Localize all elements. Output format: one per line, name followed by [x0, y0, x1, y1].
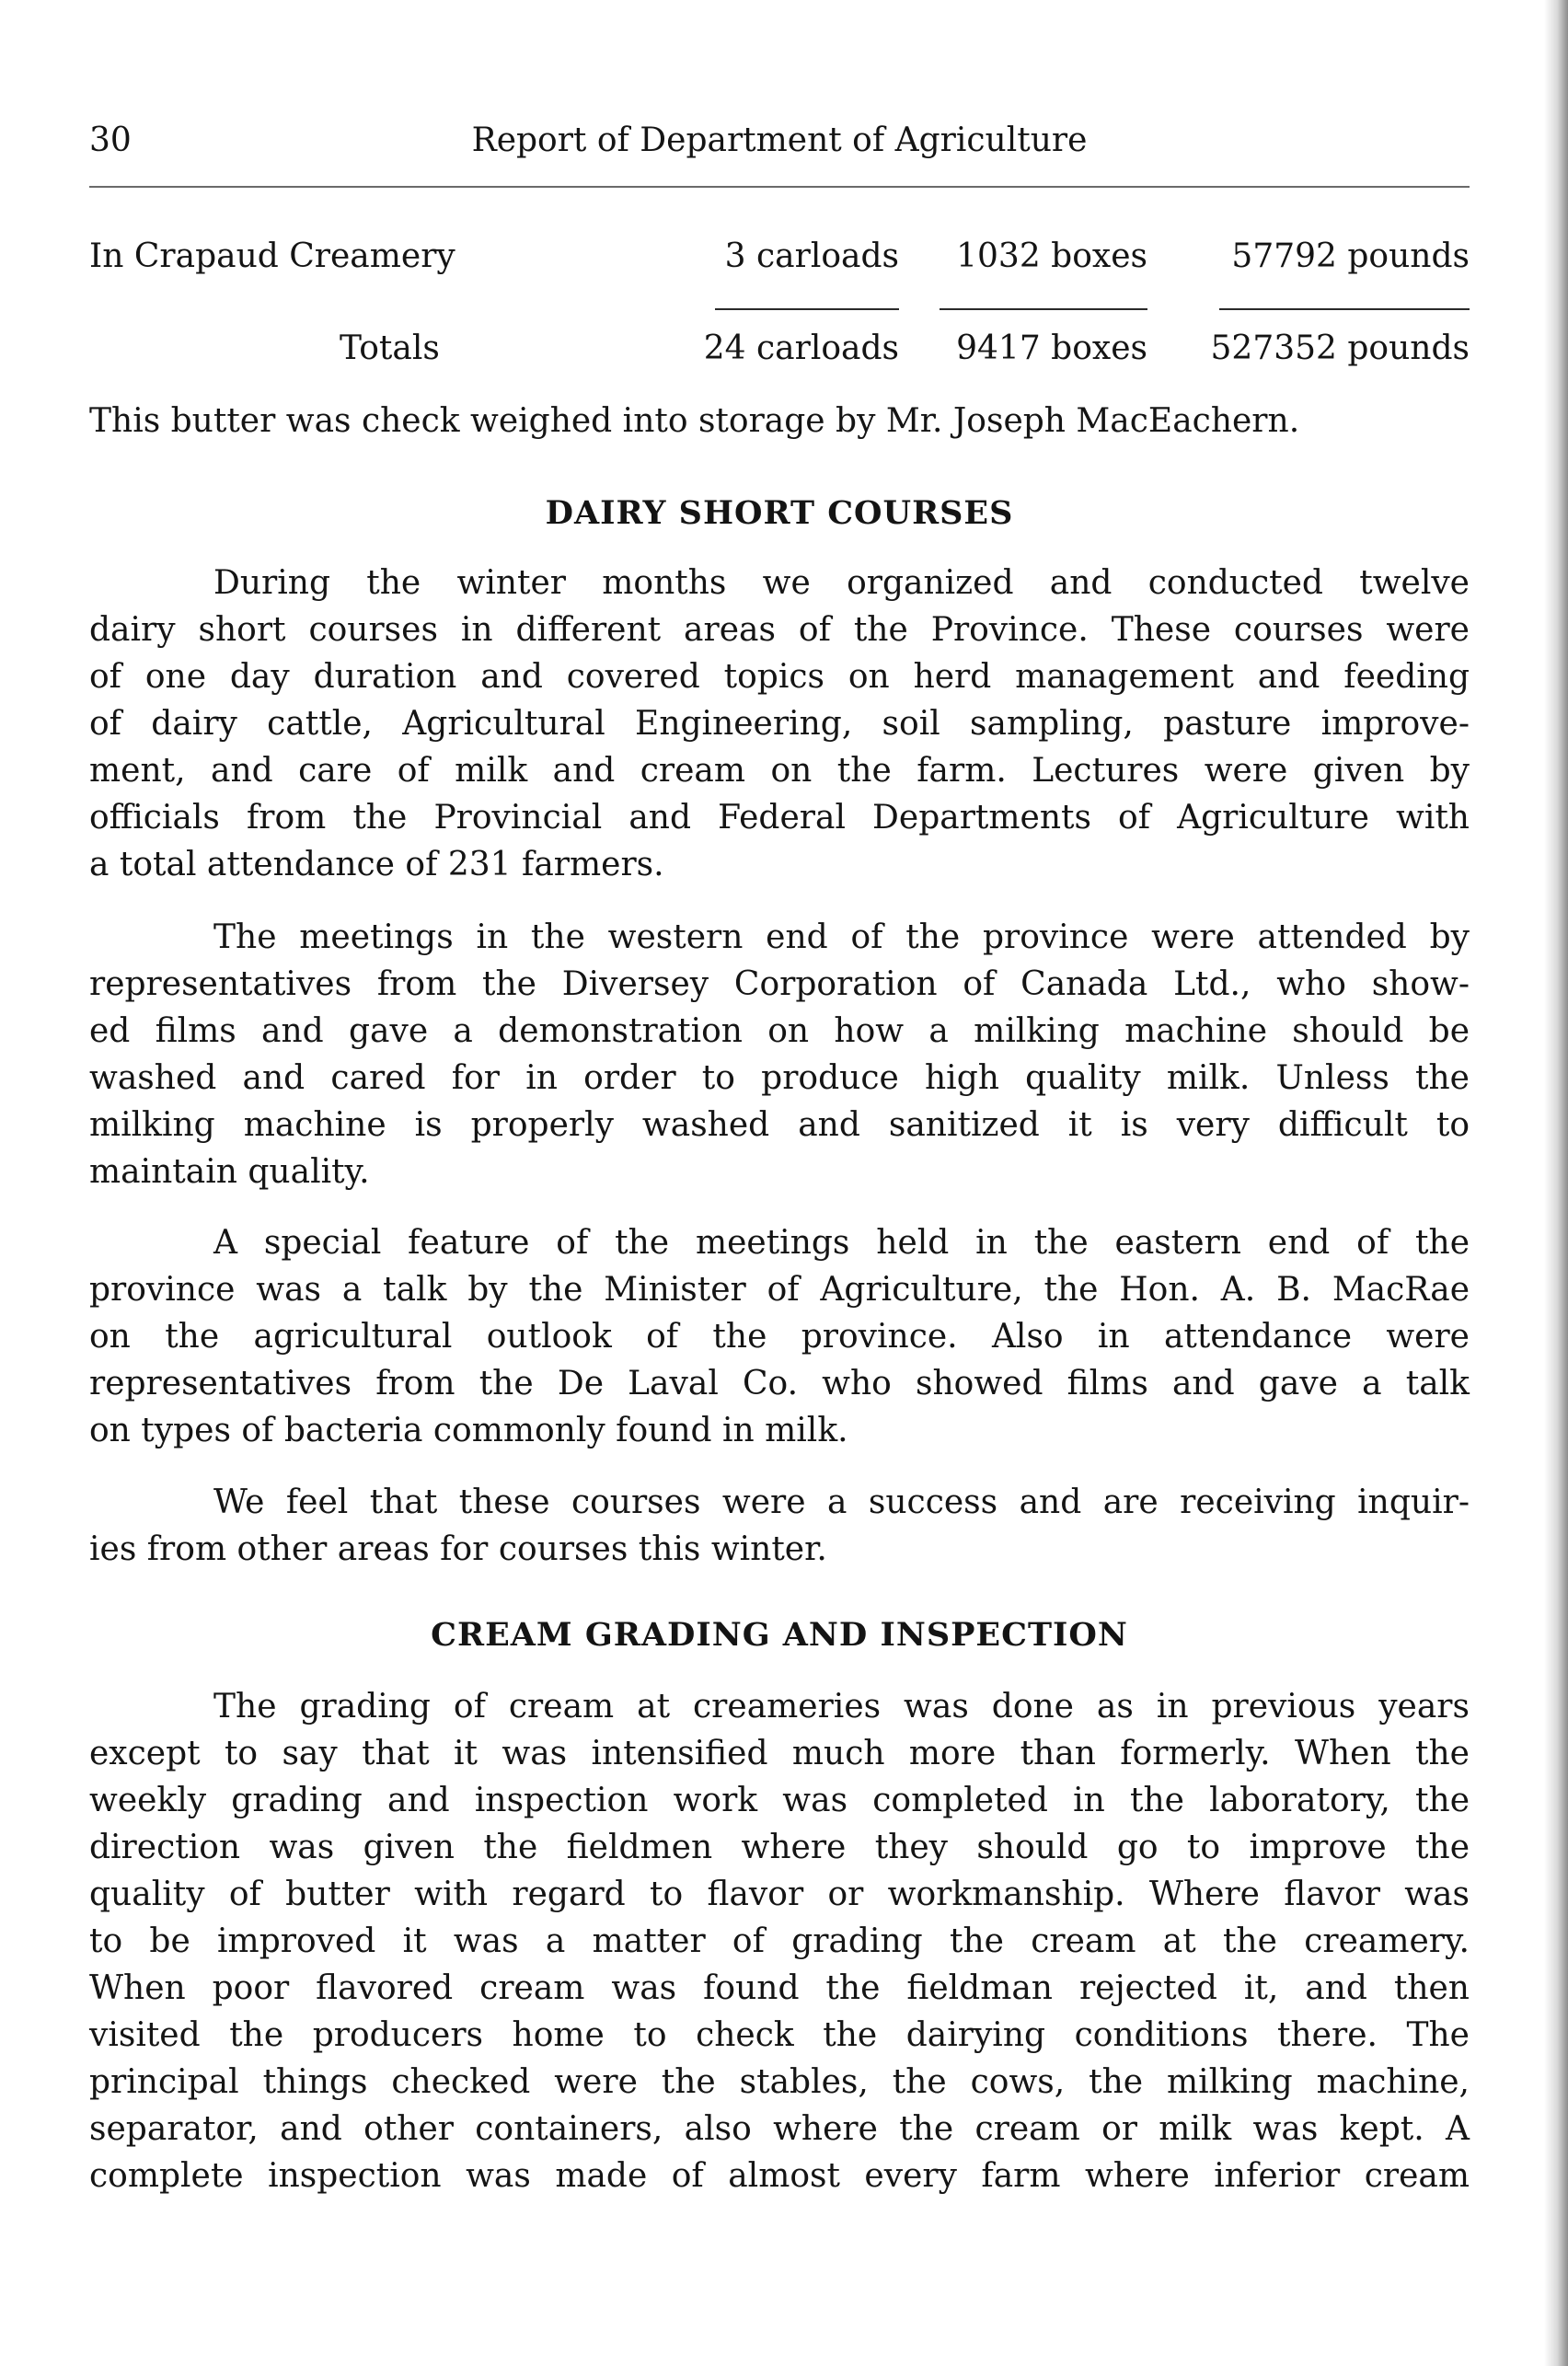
paragraph-line: of dairy cattle, Agricultural Engineering, soil sampling, pasture improve- [89, 705, 1470, 743]
row-pounds: 57792 pounds [1231, 237, 1470, 275]
paragraph-line: of one day duration and covered topics on herd management and feeding [89, 658, 1470, 696]
paragraph-line: on types of bacteria commonly found in milk. [89, 1412, 848, 1449]
totals-boxes: 9417 boxes [956, 329, 1147, 367]
page-number: 30 [89, 121, 132, 159]
sum-rule-boxes [940, 308, 1147, 310]
paragraph-line: complete inspection was made of almost every farm where inferior cream [89, 2157, 1470, 2195]
paragraph-line: to be improved it was a matter of grading the cream at the creamery. [89, 1922, 1470, 1960]
running-title: Report of Department of Agriculture [471, 121, 1088, 159]
totals-label: Totals [340, 329, 440, 367]
row-boxes: 1032 boxes [956, 237, 1147, 275]
paragraph-line: on the agricultural outlook of the province. Also in attendance were [89, 1318, 1470, 1356]
paragraph-line: weekly grading and inspection work was completed in the laboratory, the [89, 1782, 1470, 1819]
paragraph-line: A special feature of the meetings held in the eastern end of the [213, 1224, 1470, 1262]
paragraph-line: separator, and other containers, also where the cream or milk was kept. A [89, 2110, 1470, 2148]
paragraph-line: officials from the Provincial and Federal Departments of Agriculture with [89, 799, 1470, 837]
running-header [89, 121, 1470, 177]
sum-rule-carloads [715, 308, 899, 310]
paragraph-line: province was a talk by the Minister of Agriculture, the Hon. A. B. MacRae [89, 1271, 1470, 1309]
paragraph-line: ies from other areas for courses this winter. [89, 1530, 827, 1568]
section-heading-dairy-short-courses: DAIRY SHORT COURSES [545, 494, 1014, 532]
paragraph-line: ment, and care of milk and cream on the farm. Lectures were given by [89, 752, 1470, 790]
paragraph-line: During the winter months we organized and conducted twelve [213, 564, 1470, 602]
row-carloads: 3 carloads [724, 237, 899, 275]
storage-note: This butter was check weighed into storage by Mr. Joseph MacEachern. [89, 402, 1300, 440]
paragraph-line: visited the producers home to check the dairying conditions there. The [89, 2016, 1470, 2054]
paragraph-line: except to say that it was intensified much more than formerly. When the [89, 1735, 1470, 1772]
table-row [89, 237, 1470, 283]
paragraph-line: maintain quality. [89, 1153, 370, 1191]
paragraph-line: We feel that these courses were a success and are receiving inquir- [213, 1483, 1470, 1521]
paragraph-line: direction was given the fieldmen where they should go to improve the [89, 1829, 1470, 1866]
totals-pounds: 527352 pounds [1210, 329, 1470, 367]
page-edge-shadow [1544, 0, 1568, 2366]
paragraph-line: ed films and gave a demonstration on how a milking machine should be [89, 1012, 1470, 1050]
paragraph-line: principal things checked were the stables, the cows, the milking machine, [89, 2063, 1470, 2101]
paragraph-line: washed and cared for in order to produce high quality milk. Unless the [89, 1059, 1470, 1097]
paragraph-line: The meetings in the western end of the province were attended by [213, 918, 1470, 956]
paragraph-line: quality of butter with regard to flavor or workmanship. Where flavor was [89, 1875, 1470, 1913]
paragraph-line: milking machine is properly washed and sanitized it is very difficult to [89, 1106, 1470, 1144]
paragraph-line: The grading of cream at creameries was done as in previous years [213, 1688, 1470, 1725]
paragraph-line: dairy short courses in different areas of the Province. These courses were [89, 611, 1470, 649]
table-totals-row [89, 329, 1470, 375]
paragraph-line: representatives from the Diversey Corporation of Canada Ltd., who show- [89, 965, 1470, 1003]
totals-carloads: 24 carloads [703, 329, 899, 367]
section-heading-cream-grading: CREAM GRADING AND INSPECTION [431, 1616, 1128, 1654]
header-rule [89, 186, 1470, 188]
paragraph-line: When poor flavored cream was found the fieldman rejected it, and then [89, 1969, 1470, 2007]
row-label: In Crapaud Creamery [89, 237, 455, 275]
paragraph-line: a total attendance of 231 farmers. [89, 846, 664, 883]
paragraph-line: representatives from the De Laval Co. who showed films and gave a talk [89, 1365, 1470, 1402]
sum-rule-pounds [1219, 308, 1470, 310]
